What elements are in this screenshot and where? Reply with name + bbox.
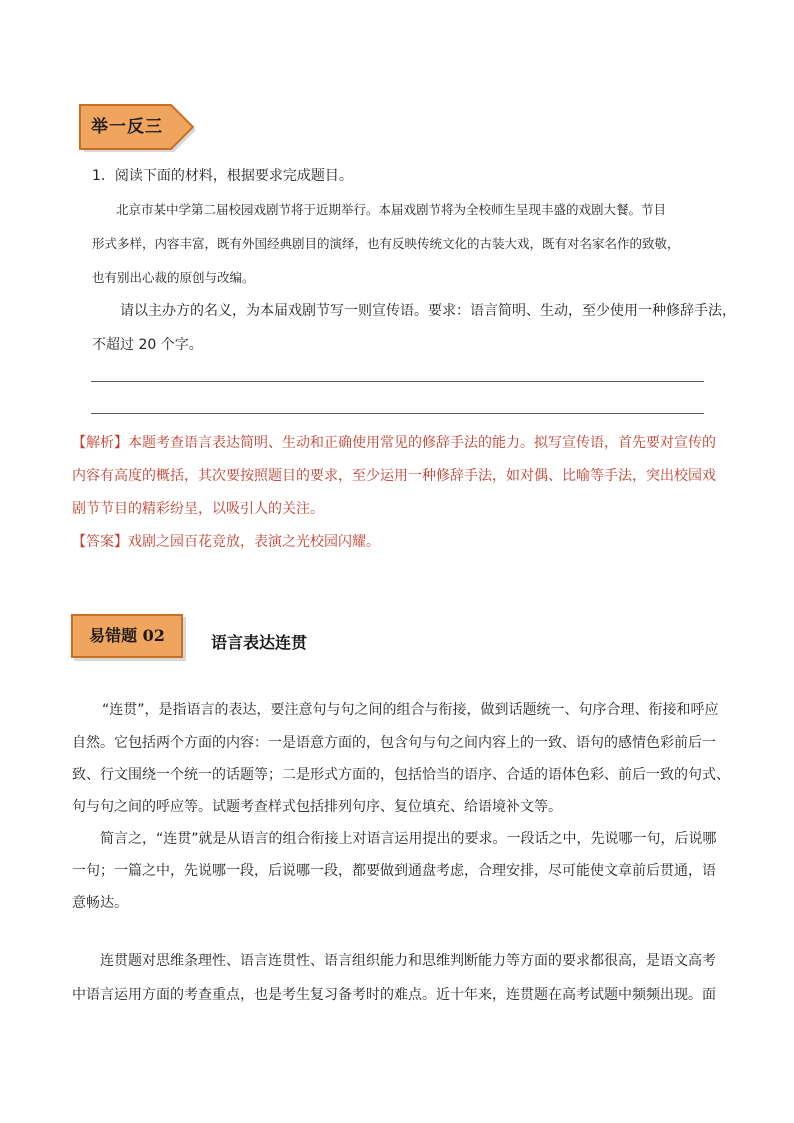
- para3-line-2: 中语言运用方面的考查重点，也是考生复习备考时的难点。近十年来，连贯题在高考试题中频频出现。面: [72, 987, 716, 1003]
- answer-blank-line-1[interactable]: [91, 381, 704, 382]
- para1-line-3: 致、行文围绕一个统一的话题等；二是形式方面的，包括恰当的语序、合适的语体色彩、前后一致的句式、: [72, 767, 730, 783]
- material-line-2: 形式多样，内容丰富，既有外国经典剧目的演绎，也有反映传统文化的古装大戏，既有对名家名作的致敬，: [92, 236, 680, 251]
- analysis-tag: 【解析】: [72, 435, 128, 451]
- section-box: [71, 614, 183, 658]
- para1-line-4: 句与句之间的呼应等。试题考查样式包括排列句序、复位填充、给语境补文等。: [72, 799, 562, 815]
- banner-label: 举一反三: [91, 117, 163, 137]
- question-number-line: 1．阅读下面的材料，根据要求完成题目。: [92, 168, 353, 184]
- para2-line-3: 意畅达。: [72, 895, 128, 911]
- section-title: 语言表达连贯: [211, 633, 308, 652]
- analysis-line-2: 内容有高度的概括，其次要按照题目的要求，至少运用一种修辞手法，如对偶、比喻等手法，突出校园戏: [72, 468, 716, 484]
- analysis-text-1: 本题考查语言表达简明、生动和正确使用常见的修辞手法的能力。拟写宣传语，首先要对宣传的: [128, 435, 716, 451]
- para1-line-1: “连贯”，是指语言的表达，要注意句与句之间的组合与衔接，做到话题统一、句序合理、衔接和呼应: [102, 702, 719, 718]
- para2-line-2: 一句；一篇之中，先说哪一段，后说哪一段，都要做到通盘考虑，合理安排，尽可能使文章前后贯通，语: [72, 863, 716, 879]
- para2-line-1: 简言之，“连贯”就是从语言的组合衔接上对语言运用提出的要求。一段话之中，先说哪一句，后说哪: [100, 831, 717, 847]
- material-line-3: 也有别出心裁的原创与改编。: [92, 270, 255, 285]
- para1-line-2: 自然。它包括两个方面的内容：一是语意方面的，包含句与句之间内容上的一致、语句的感情色彩前后一: [72, 735, 716, 751]
- section-box-label: 易错题 02: [89, 626, 165, 645]
- requirement-line-2: 不超过 20 个字。: [92, 337, 203, 353]
- answer-blank-line-2[interactable]: [91, 413, 704, 414]
- section-banner-arrow: [79, 104, 195, 150]
- analysis-line-3: 剧节节目的精彩纷呈，以吸引人的关注。: [72, 501, 324, 517]
- answer-tag: 【答案】: [72, 534, 128, 550]
- answer-text: 戏剧之园百花竞放，表演之光校园闪耀。: [128, 534, 380, 550]
- analysis-line-1: [72, 433, 722, 453]
- answer-line: [72, 532, 722, 552]
- para3-line-1: 连贯题对思维条理性、语言连贯性、语言组织能力和思维判断能力等方面的要求都很高，是语文高考: [100, 953, 716, 969]
- material-line-1: 北京市某中学第二届校园戏剧节将于近期举行。本届戏剧节将为全校师生呈现丰盛的戏剧大餐。节目: [116, 202, 667, 217]
- requirement-line-1: 请以主办方的名义，为本届戏剧节写一则宣传语。要求：语言简明、生动，至少使用一种修辞手法，: [120, 303, 736, 319]
